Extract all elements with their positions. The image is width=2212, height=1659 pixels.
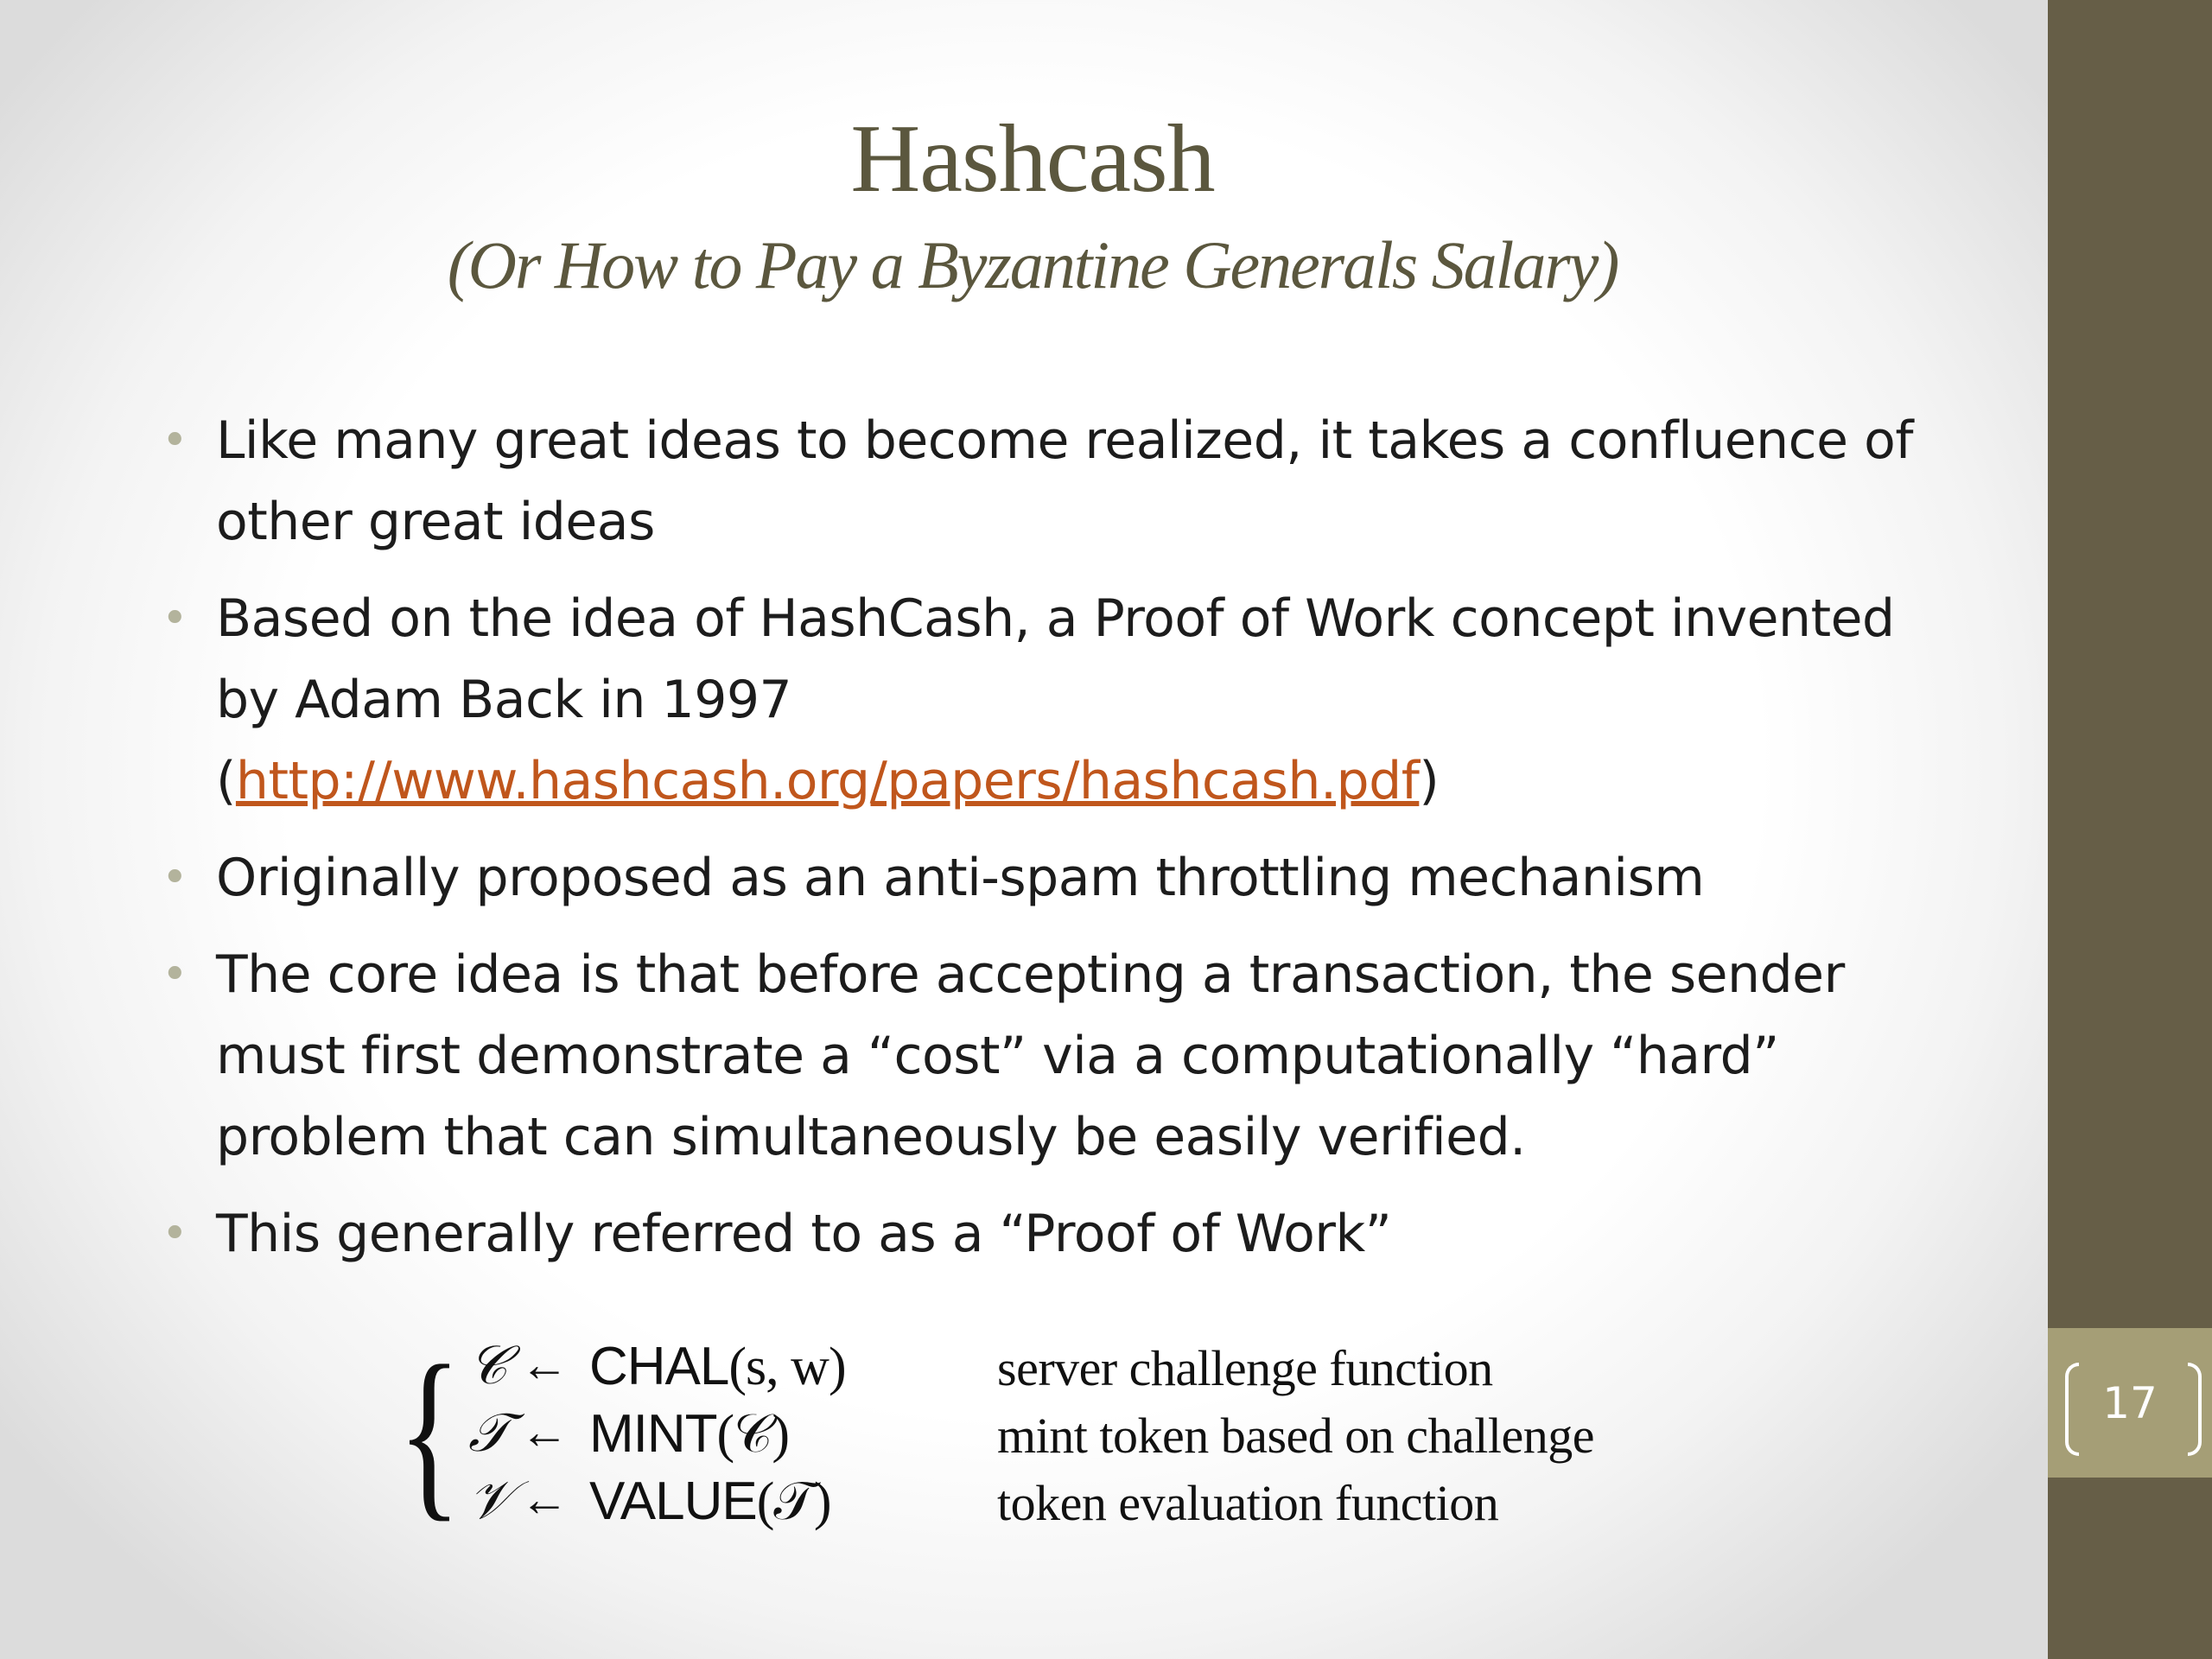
function-name: VALUE — [589, 1471, 757, 1531]
function-args: (𝒞) — [716, 1405, 790, 1464]
bullet-marker: • — [162, 949, 188, 1001]
left-arrow-icon: ← — [520, 1473, 569, 1527]
bullet-marker: • — [162, 852, 188, 904]
bullet-list — [151, 400, 1948, 1290]
bullet-text: Like many great ideas to become realized, it takes a confluence of other great ideas — [216, 410, 1913, 552]
formula-symbol: 𝒞 — [468, 1337, 508, 1395]
bullet-text: Based on the idea of HashCash, a Proof of Work concept invented by Adam Back in 1997 ( — [216, 588, 1895, 811]
hashcash-formula — [397, 1326, 1694, 1560]
bullet-text: This generally referred to as a “Proof of Work” — [216, 1204, 1392, 1264]
bullet-item — [151, 578, 1948, 822]
bullet-text: Originally proposed as an anti-spam throttling mechanism — [216, 848, 1705, 908]
formula-description: server challenge function — [997, 1340, 1493, 1396]
left-arrow-icon: ← — [520, 1406, 569, 1459]
bullet-marker: • — [162, 593, 188, 645]
formula-symbol: 𝒱 — [468, 1471, 513, 1530]
bullet-text-suffix: ) — [1419, 751, 1440, 811]
page-number: 17 — [2102, 1378, 2158, 1428]
formula-row-value — [468, 1471, 1704, 1538]
bullet-marker: • — [162, 1208, 188, 1260]
function-name: MINT — [589, 1404, 717, 1464]
formula-function — [589, 1336, 846, 1398]
formula-description: token evaluation function — [997, 1475, 1499, 1531]
page-number-box — [2048, 1328, 2212, 1478]
formula-symbol: 𝒯 — [468, 1404, 510, 1463]
function-args: (𝒯) — [756, 1472, 831, 1531]
bullet-item — [151, 1193, 1948, 1274]
formula-row-challenge — [468, 1336, 1704, 1403]
formula-row-mint — [468, 1403, 1704, 1471]
bullet-item — [151, 837, 1948, 918]
bullet-marker: • — [162, 415, 188, 467]
left-arrow-icon: ← — [520, 1338, 569, 1392]
hashcash-paper-link[interactable]: http://www.hashcash.org/papers/hashcash.pdf — [235, 751, 1420, 811]
bullet-text: The core idea is that before accepting a transaction, the sender must first demonstrate a “cost” via a computationally “hard” problem that can simultaneously be easily verified. — [216, 944, 1845, 1167]
formula-function — [589, 1403, 789, 1465]
bullet-item — [151, 934, 1948, 1178]
function-args: (s, w) — [728, 1338, 846, 1396]
slide-subtitle: (Or How to Pay a Byzantine Generals Salary) — [447, 227, 1618, 302]
bullet-item — [151, 400, 1948, 563]
formula-function — [589, 1471, 831, 1533]
function-name: CHAL — [589, 1337, 729, 1396]
formula-brace: { — [397, 1326, 461, 1537]
formula-description: mint token based on challenge — [997, 1408, 1594, 1464]
slide-title: Hashcash — [850, 105, 1215, 213]
